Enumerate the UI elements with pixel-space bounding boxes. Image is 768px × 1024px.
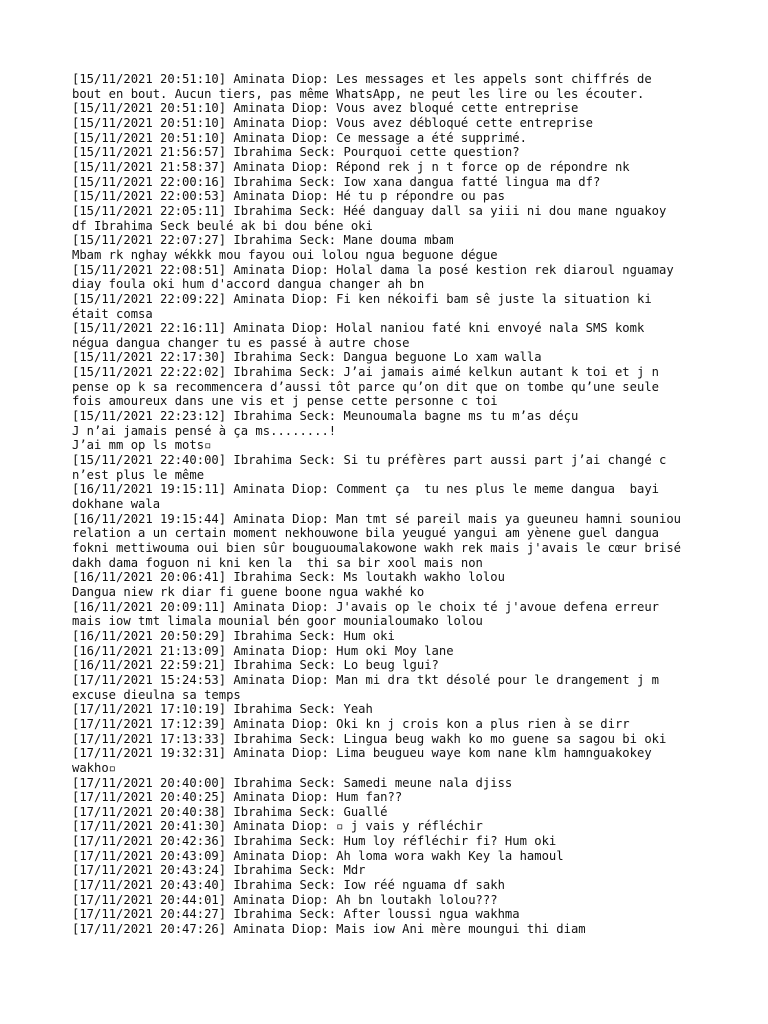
chat-log-line: [15/11/2021 22:05:11] Ibrahima Seck: Héé danguay dall sa yiii ni dou mane nguakoy bbox=[72, 203, 667, 218]
chat-log-line: négua dangua changer tu es passé à autre chose bbox=[72, 335, 410, 350]
chat-log-line: [16/11/2021 19:15:11] Aminata Diop: Comment ça tu nes plus le meme dangua bayi bbox=[72, 482, 659, 497]
chat-log-line: pense op k sa recommencera d’aussi tôt parce qu’on dit que on tombe qu’une seule bbox=[72, 379, 659, 394]
chat-log-line: n’est plus le même bbox=[72, 467, 205, 482]
chat-log-line: [16/11/2021 20:50:29] Ibrahima Seck: Hum oki bbox=[72, 628, 395, 643]
chat-log-line: [16/11/2021 20:09:11] Aminata Diop: J'avais op le choix té j'avoue defena erreur bbox=[72, 599, 659, 614]
chat-log-line: [15/11/2021 22:22:02] Ibrahima Seck: J’ai jamais aimé kelkun autant k toi et j n bbox=[72, 365, 659, 380]
chat-log-line: [15/11/2021 20:51:10] Aminata Diop: Vous avez débloqué cette entreprise bbox=[72, 115, 593, 130]
chat-log-line: J’ai mm op ls mots▫ bbox=[72, 438, 212, 453]
chat-log-line: était comsa bbox=[72, 306, 153, 321]
chat-log-line: [15/11/2021 22:08:51] Aminata Diop: Holal dama la posé kestion rek diaroul nguamay bbox=[72, 262, 674, 277]
chat-log-line: [15/11/2021 22:40:00] Ibrahima Seck: Si tu préfères part aussi part j’ai changé c bbox=[72, 453, 667, 468]
chat-log-line: [15/11/2021 22:07:27] Ibrahima Seck: Mane douma mbam bbox=[72, 233, 454, 248]
chat-log-line: [17/11/2021 20:47:26] Aminata Diop: Mais iow Ani mère moungui thi diam bbox=[72, 922, 586, 937]
chat-log-line: [17/11/2021 20:43:24] Ibrahima Seck: Mdr bbox=[72, 863, 366, 878]
chat-log-line: [16/11/2021 22:59:21] Ibrahima Seck: Lo beug lgui? bbox=[72, 658, 439, 673]
chat-log-line: [15/11/2021 22:00:53] Aminata Diop: Hé tu p répondre ou pas bbox=[72, 189, 505, 204]
chat-log-line: mais iow tmt limala mounial bén goor mounialoumako lolou bbox=[72, 614, 483, 629]
chat-log-line: [16/11/2021 20:06:41] Ibrahima Seck: Ms loutakh wakho lolou bbox=[72, 570, 505, 585]
chat-log-line: [15/11/2021 21:56:57] Ibrahima Seck: Pourquoi cette question? bbox=[72, 145, 520, 160]
chat-log-line: [17/11/2021 17:12:39] Aminata Diop: Oki kn j crois kon a plus rien à se dirr bbox=[72, 716, 630, 731]
chat-log-line: [17/11/2021 17:10:19] Ibrahima Seck: Yeah bbox=[72, 702, 373, 717]
chat-log-line: [15/11/2021 20:51:10] Aminata Diop: Vous avez bloqué cette entreprise bbox=[72, 101, 579, 116]
chat-log-line: [17/11/2021 20:40:00] Ibrahima Seck: Samedi meune nala djiss bbox=[72, 775, 513, 790]
chat-log-line: df Ibrahima Seck beulé ak bi dou béne oki bbox=[72, 218, 373, 233]
chat-log-line: [17/11/2021 20:40:38] Ibrahima Seck: Guallé bbox=[72, 804, 388, 819]
chat-log-line: [15/11/2021 22:23:12] Ibrahima Seck: Meunoumala bagne ms tu m’as déçu bbox=[72, 409, 579, 424]
chat-log-line: Mbam rk nghay wékkk mou fayou oui lolou ngua beguone dégue bbox=[72, 247, 498, 262]
chat-log-line: [16/11/2021 19:15:44] Aminata Diop: Man tmt sé pareil mais ya gueuneu hamni souniou bbox=[72, 511, 682, 526]
chat-log-line: [17/11/2021 17:13:33] Ibrahima Seck: Lingua beug wakh ko mo guene sa sagou bi oki bbox=[72, 731, 667, 746]
chat-log-line: [17/11/2021 20:43:09] Aminata Diop: Ah loma wora wakh Key la hamoul bbox=[72, 848, 564, 863]
chat-log-line: [15/11/2021 22:16:11] Aminata Diop: Holal naniou faté kni envoyé nala SMS komk bbox=[72, 321, 645, 336]
chat-log-line: [16/11/2021 21:13:09] Aminata Diop: Hum oki Moy lane bbox=[72, 643, 454, 658]
chat-log-line: relation a un certain moment nekhouwone bila yeugué yangui am yènene guel dangua bbox=[72, 526, 659, 541]
chat-log-line: [15/11/2021 21:58:37] Aminata Diop: Répond rek j n t force op de répondre nk bbox=[72, 159, 630, 174]
chat-log-line: dakh dama foguon ni kni ken la thi sa bir xool mais non bbox=[72, 555, 483, 570]
chat-log-line: [17/11/2021 20:41:30] Aminata Diop: ▫ j vais y réfléchir bbox=[72, 819, 483, 834]
chat-log-line: fokni mettiwouma oui bien sûr bouguoumalakowone wakh rek mais j'avais le cœur brisé bbox=[72, 541, 682, 555]
chat-log-line: wakho▫ bbox=[72, 760, 117, 775]
chat-log-line: bout en bout. Aucun tiers, pas même WhatsApp, ne peut les lire ou les écouter. bbox=[72, 86, 645, 101]
chat-log-line: diay foula oki hum d'accord dangua changer ah bn bbox=[72, 277, 425, 292]
chat-log-line: [15/11/2021 22:17:30] Ibrahima Seck: Dangua beguone Lo xam walla bbox=[72, 350, 542, 365]
chat-log-line: [17/11/2021 20:40:25] Aminata Diop: Hum fan?? bbox=[72, 790, 403, 805]
chat-log-line: dokhane wala bbox=[72, 497, 161, 512]
chat-log-line: [15/11/2021 20:51:10] Aminata Diop: Ce message a été supprimé. bbox=[72, 130, 527, 145]
chat-log-text bbox=[72, 72, 720, 937]
chat-log-line: [15/11/2021 22:09:22] Aminata Diop: Fi ken nékoifi bam sê juste la situation ki bbox=[72, 291, 652, 306]
chat-log-line: fois amoureux dans une vis et j pense cette personne c toi bbox=[72, 394, 498, 409]
chat-log-line: excuse dieulna sa temps bbox=[72, 687, 241, 702]
chat-log-line: [17/11/2021 20:44:01] Aminata Diop: Ah bn loutakh lolou??? bbox=[72, 892, 498, 907]
chat-log-line: [15/11/2021 22:00:16] Ibrahima Seck: Iow xana dangua fatté lingua ma df? bbox=[72, 174, 601, 189]
chat-log-line: [15/11/2021 20:51:10] Aminata Diop: Les messages et les appels sont chiffrés de bbox=[72, 72, 652, 86]
chat-log-line: Dangua niew rk diar fi guene boone ngua wakhé ko bbox=[72, 584, 425, 599]
chat-log-line: [17/11/2021 19:32:31] Aminata Diop: Lima beugueu waye kom nane klm hamnguakokey bbox=[72, 746, 652, 761]
chat-log-line: [17/11/2021 15:24:53] Aminata Diop: Man mi dra tkt désolé pour le drangement j m bbox=[72, 672, 659, 687]
chat-log-line: [17/11/2021 20:43:40] Ibrahima Seck: Iow réé nguama df sakh bbox=[72, 878, 505, 893]
chat-log-line: J n’ai jamais pensé à ça ms........! bbox=[72, 423, 337, 438]
chat-log-line: [17/11/2021 20:44:27] Ibrahima Seck: After loussi ngua wakhma bbox=[72, 907, 520, 922]
chat-log-line: [17/11/2021 20:42:36] Ibrahima Seck: Hum loy réfléchir fi? Hum oki bbox=[72, 834, 557, 849]
